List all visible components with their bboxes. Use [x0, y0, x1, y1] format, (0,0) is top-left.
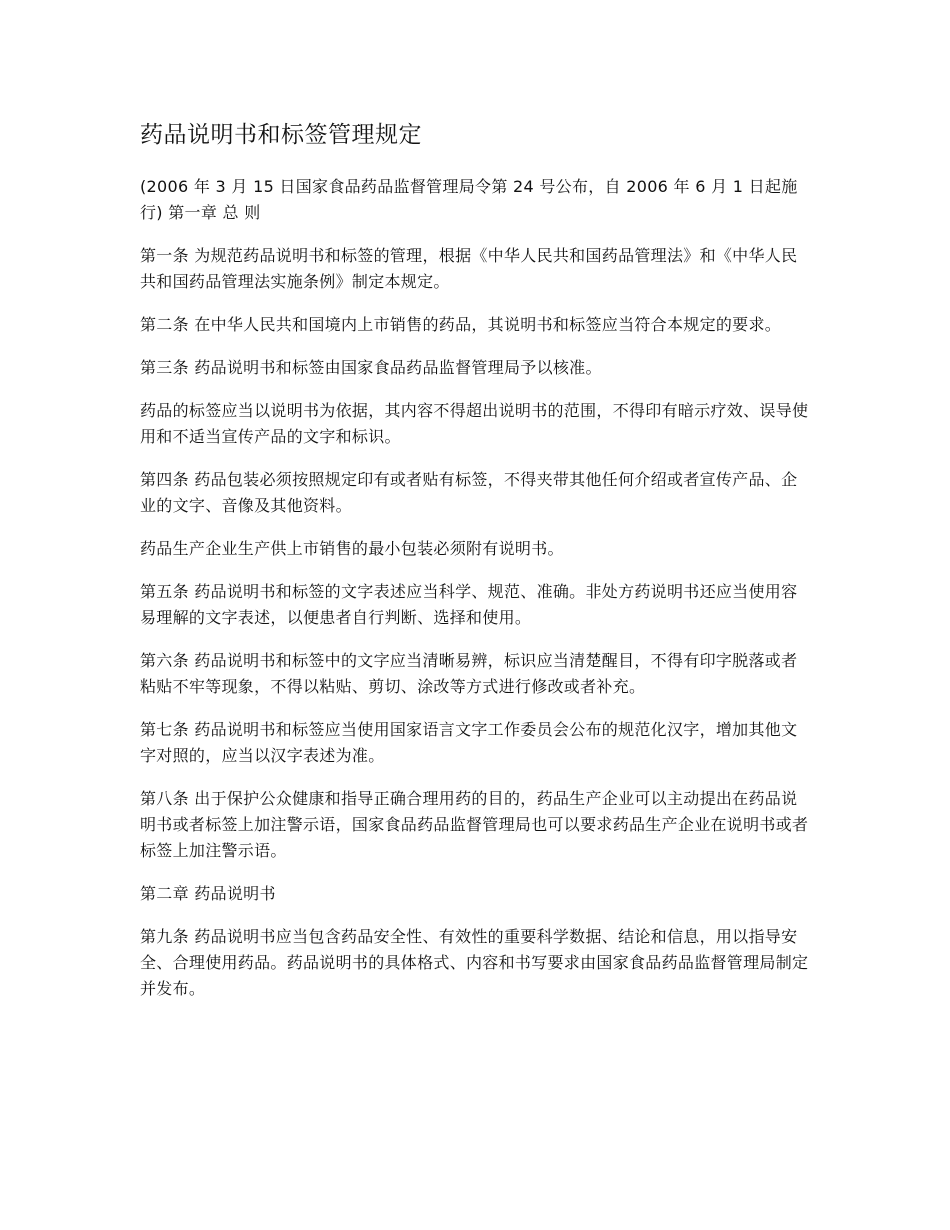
document-page — [140, 118, 810, 1019]
paragraph-article-9: 第九条 药品说明书应当包含药品安全性、有效性的重要科学数据、结论和信息，用以指导安全、合理使用药品。药品说明书的具体格式、内容和书写要求由国家食品药品监督管理局制定并发布。 — [140, 927, 809, 998]
paragraph-article-6: 第六条 药品说明书和标签中的文字应当清晰易辨，标识应当清楚醒目，不得有印字脱落或者粘贴不牢等现象，不得以粘贴、剪切、涂改等方式进行修改或者补充。 — [140, 651, 798, 696]
document-title: 药品说明书和标签管理规定 — [140, 122, 422, 148]
paragraph-article-3: 第三条 药品说明书和标签由国家食品药品监督管理局予以核准。 — [140, 358, 602, 377]
paragraph-label-basis: 药品的标签应当以说明书为依据，其内容不得超出说明书的范围，不得印有暗示疗效、误导使用和不适当宣传产品的文字和标识。 — [140, 401, 809, 446]
paragraph-article-5: 第五条 药品说明书和标签的文字表述应当科学、规范、准确。非处方药说明书还应当使用容易理解的文字表述，以便患者自行判断、选择和使用。 — [140, 582, 798, 627]
paragraph-article-7: 第七条 药品说明书和标签应当使用国家语言文字工作委员会公布的规范化汉字，增加其他文字对照的，应当以汉字表述为准。 — [140, 720, 798, 765]
paragraph-article-4: 第四条 药品包装必须按照规定印有或者贴有标签，不得夹带其他任何介绍或者宣传产品、企业的文字、音像及其他资料。 — [140, 470, 798, 515]
paragraph-min-package: 药品生产企业生产供上市销售的最小包装必须附有说明书。 — [140, 539, 564, 558]
paragraph-article-8: 第八条 出于保护公众健康和指导正确合理用药的目的，药品生产企业可以主动提出在药品说明书或者标签上加注警示语，国家食品药品监督管理局也可以要求药品生产企业在说明书或者标签上加注警示语。 — [140, 789, 809, 860]
paragraph-promulgation: (2006 年 3 月 15 日国家食品药品监督管理局令第 24 号公布，自 2006 年 6 月 1 日起施行) 第一章 总 则 — [140, 177, 798, 222]
paragraph-article-1: 第一条 为规范药品说明书和标签的管理，根据《中华人民共和国药品管理法》和《中华人民共和国药品管理法实施条例》制定本规定。 — [140, 246, 798, 291]
chapter-heading-2: 第二章 药品说明书 — [140, 884, 276, 903]
paragraph-article-2: 第二条 在中华人民共和国境内上市销售的药品，其说明书和标签应当符合本规定的要求。 — [140, 315, 782, 334]
